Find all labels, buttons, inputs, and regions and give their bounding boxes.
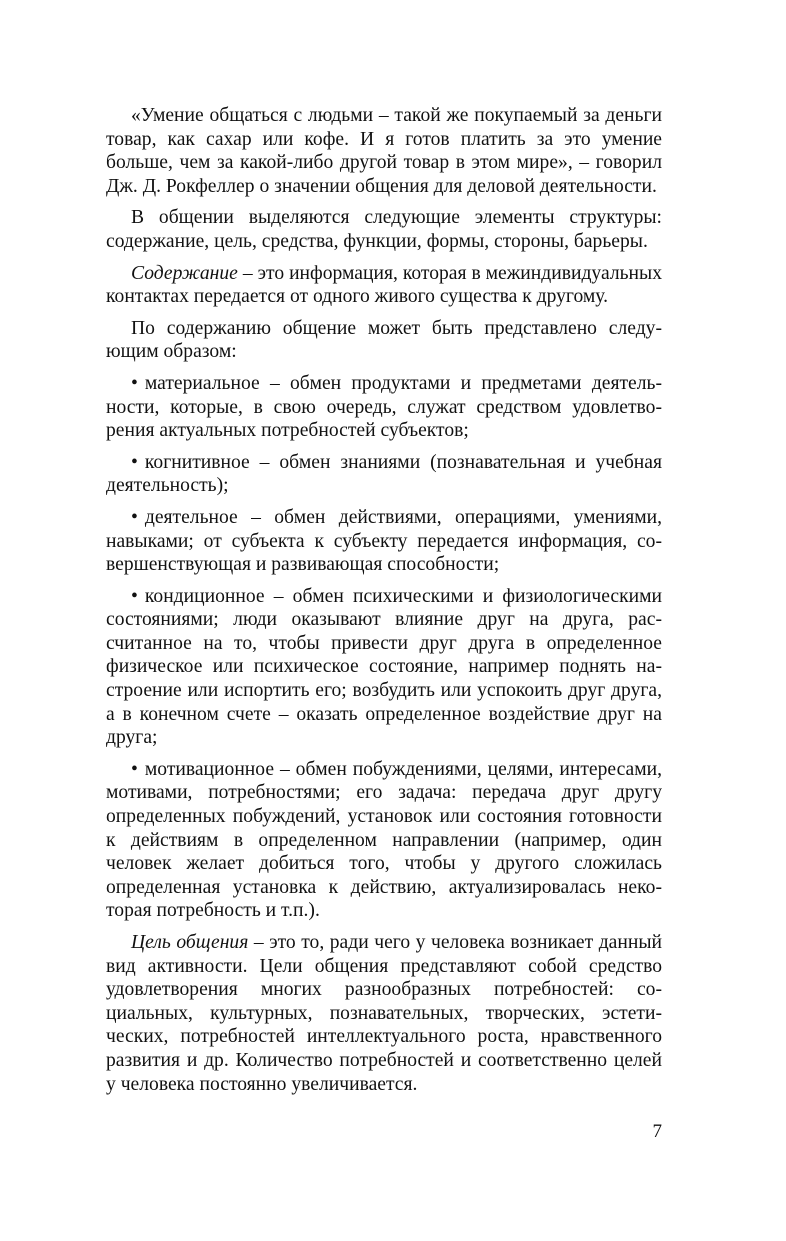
list-item-conditional xyxy=(106,585,662,750)
bullet-icon: • xyxy=(131,451,138,473)
communication-goal-text: – это то, ради чего у человека возникает данный вид активности. Цели общения представляют собой средство удовлетворения многих разнообразных потребностей: социальных, культурных, познавательных, творческих, эстетических, потребностей интеллектуального роста, нравственного развития и др. Количество потребностей и соответственно целей у человека постоянно увеличивается. xyxy=(106,932,662,1095)
content-definition-text: – это информация, которая в межиндивидуальных контактах передается от одного живого существа к другому. xyxy=(106,262,662,308)
list-item-cognitive xyxy=(106,451,662,498)
term-communication-goal: Цель общения xyxy=(131,932,249,953)
list-item-conditional-text: кондиционное – обмен психическими и физиологическими состояниями; люди оказывают влияние друг на друга, рассчитанное на то, чтобы привести друг друга в определенное физическое или психическое состояние, например поднять настроение или испортить его; возбудить или успокоить друг друга, а в конечном счете – оказать определенное воздействие друг на друга; xyxy=(106,585,662,749)
paragraph-structure-elements: В общении выделяются следующие элементы структуры: содержание, цель, средства, функции, формы, стороны, барьеры. xyxy=(106,207,662,252)
term-content: Содержание xyxy=(131,262,238,284)
bullet-icon: • xyxy=(131,758,138,780)
page-body xyxy=(106,104,662,1096)
bullet-icon: • xyxy=(131,585,138,607)
list-item-activity xyxy=(106,506,662,577)
list-item-cognitive-text: когнитивное – обмен знаниями (познавательная и учебная деятельность); xyxy=(106,451,662,497)
list-item-material-text: материальное – обмен продуктами и предметами деятельности, которые, в свою очередь, служат средством удовлетворения актуальных потребностей субъектов; xyxy=(106,372,662,442)
paragraph-content-intro: По содержанию общение может быть представлено следующим образом: xyxy=(106,317,662,363)
paragraph-content-definition xyxy=(106,262,662,309)
list-item-material xyxy=(106,372,662,443)
paragraph-communication-goal xyxy=(106,931,662,1096)
bullet-icon: • xyxy=(131,506,138,528)
list-item-motivational xyxy=(106,758,662,923)
paragraph-rockefeller-quote: «Умение общаться с людьми – такой же покупаемый за деньги товар, как сахар или кофе. И я готов платить за это умение больше, чем за какой-либо другой товар в этом мире», – говорил Дж. Д. Рокфеллер о значении общения для деловой деятельности. xyxy=(106,105,662,197)
bullet-icon: • xyxy=(131,372,138,394)
list-item-activity-text: деятельное – обмен действиями, операциями, умениями, навыками; от субъекта к субъекту передается информация, совершенствующая и развивающая способности; xyxy=(106,506,662,576)
list-item-motivational-text: мотивационное – обмен побуждениями, целями, интересами, мотивами, потребностями; его задача: передача друг другу определенных побуждений, установок или состояния готовности к действиям в определенном направлении (например, один человек желает добиться того, чтобы у другого сложилась определенная установка к действию, актуализировалась некоторая потребность и т.п.). xyxy=(106,758,662,922)
page-number: 7 xyxy=(652,1121,662,1142)
